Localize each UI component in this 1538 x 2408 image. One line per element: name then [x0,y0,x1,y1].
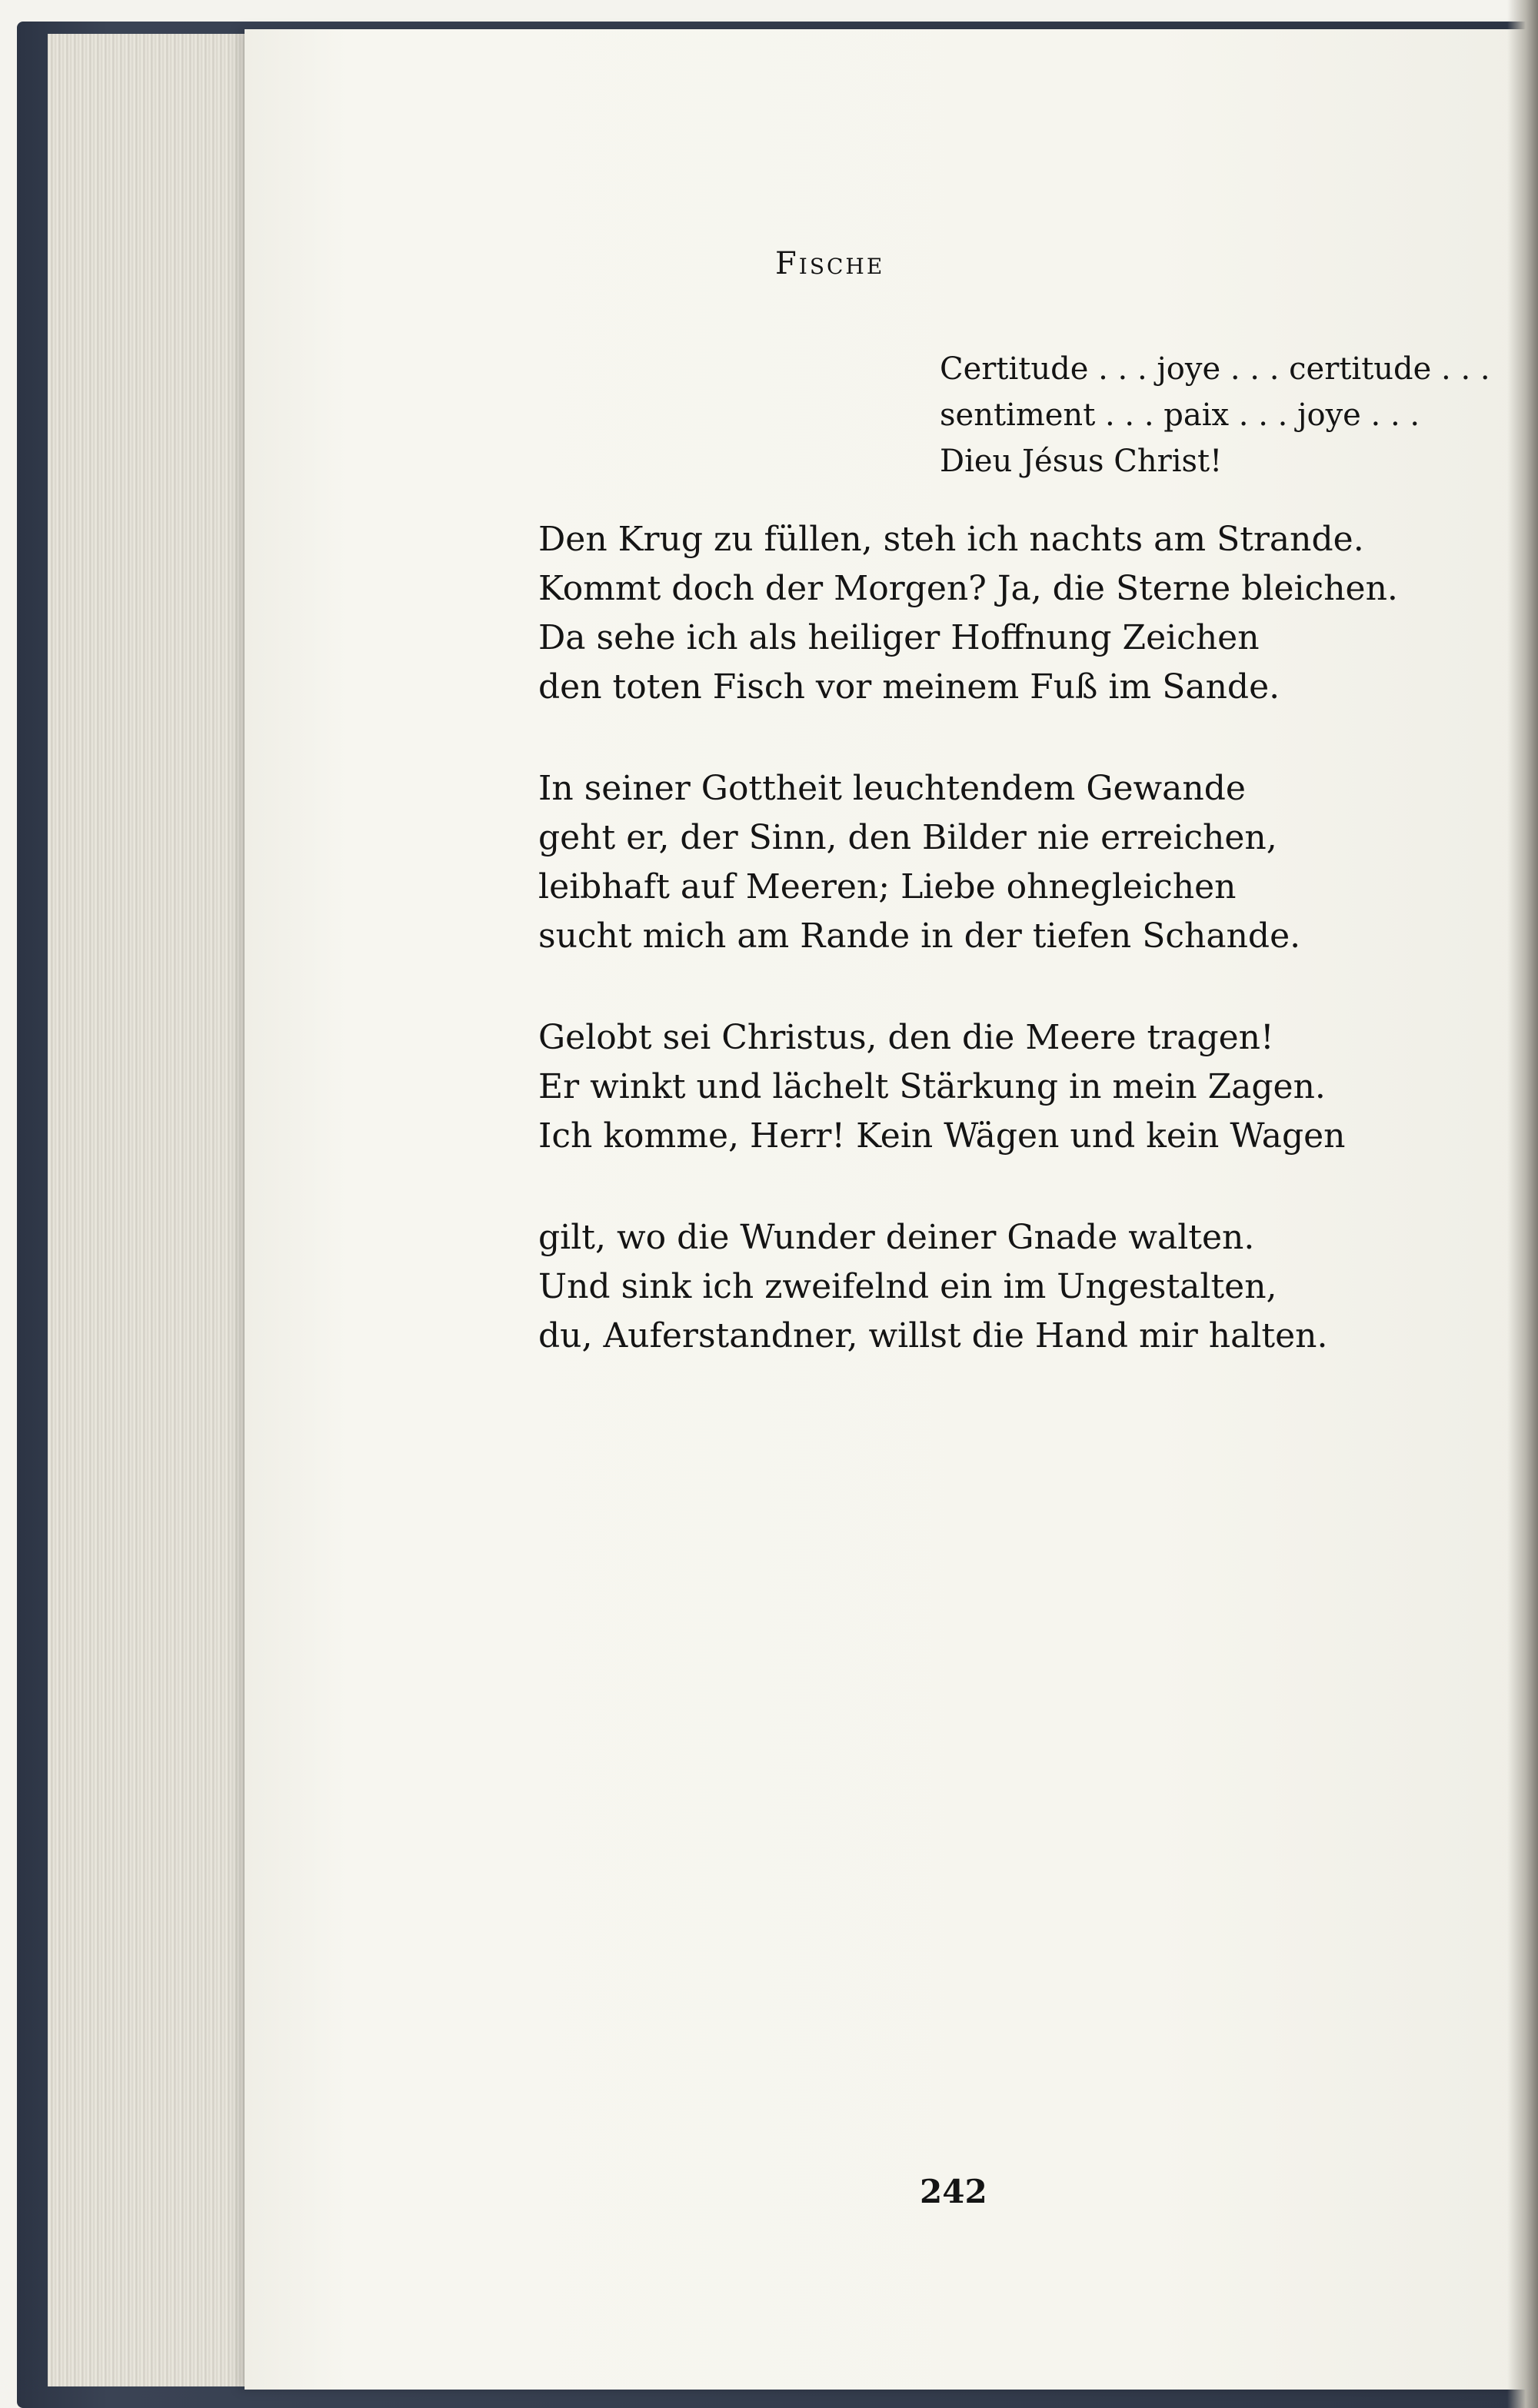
epigraph-line: Certitude . . . joye . . . certitude . . . [940,351,1490,387]
page-number: 242 [920,2173,987,2210]
stanza [538,764,1398,961]
running-head-text: Fische [775,246,885,281]
verse-line: den toten Fisch vor meinem Fuß im Sande. [538,667,1280,707]
stanza [538,1213,1398,1361]
poem-body [538,515,1398,1361]
page-edges [48,34,278,2386]
verse-line: geht er, der Sinn, den Bilder nie erreichen, [538,818,1277,857]
running-head [775,246,884,281]
verse-line: du, Auferstandner, willst die Hand mir halten. [538,1316,1328,1355]
epigraph [940,346,1490,484]
verse-line: leibhaft auf Meeren; Liebe ohnegleichen [538,867,1237,906]
verse-line: Gelobt sei Christus, den die Meere tragen! [538,1018,1274,1057]
page-shadow-edge [1507,0,1538,2408]
verse-line: In seiner Gottheit leuchtendem Gewande [538,769,1246,808]
stanza [538,515,1398,712]
verse-line: Er winkt und lächelt Stärkung in mein Zagen. [538,1067,1326,1106]
verse-line: sucht mich am Rande in der tiefen Schande. [538,916,1301,956]
verse-line: Den Krug zu füllen, steh ich nachts am Strande. [538,520,1364,559]
verse-line: Kommt doch der Morgen? Ja, die Sterne bleichen. [538,569,1398,608]
epigraph-line: Dieu Jésus Christ! [940,444,1223,479]
verse-line: Ich komme, Herr! Kein Wägen und kein Wagen [538,1116,1346,1156]
book-page [245,29,1538,2390]
epigraph-line: sentiment . . . paix . . . joye . . . [940,397,1420,433]
verse-line: Da sehe ich als heiliger Hoffnung Zeichen [538,618,1260,657]
stanza [538,1013,1398,1161]
verse-line: Und sink ich zweifelnd ein im Ungestalten, [538,1267,1277,1306]
verse-line: gilt, wo die Wunder deiner Gnade walten. [538,1218,1255,1257]
